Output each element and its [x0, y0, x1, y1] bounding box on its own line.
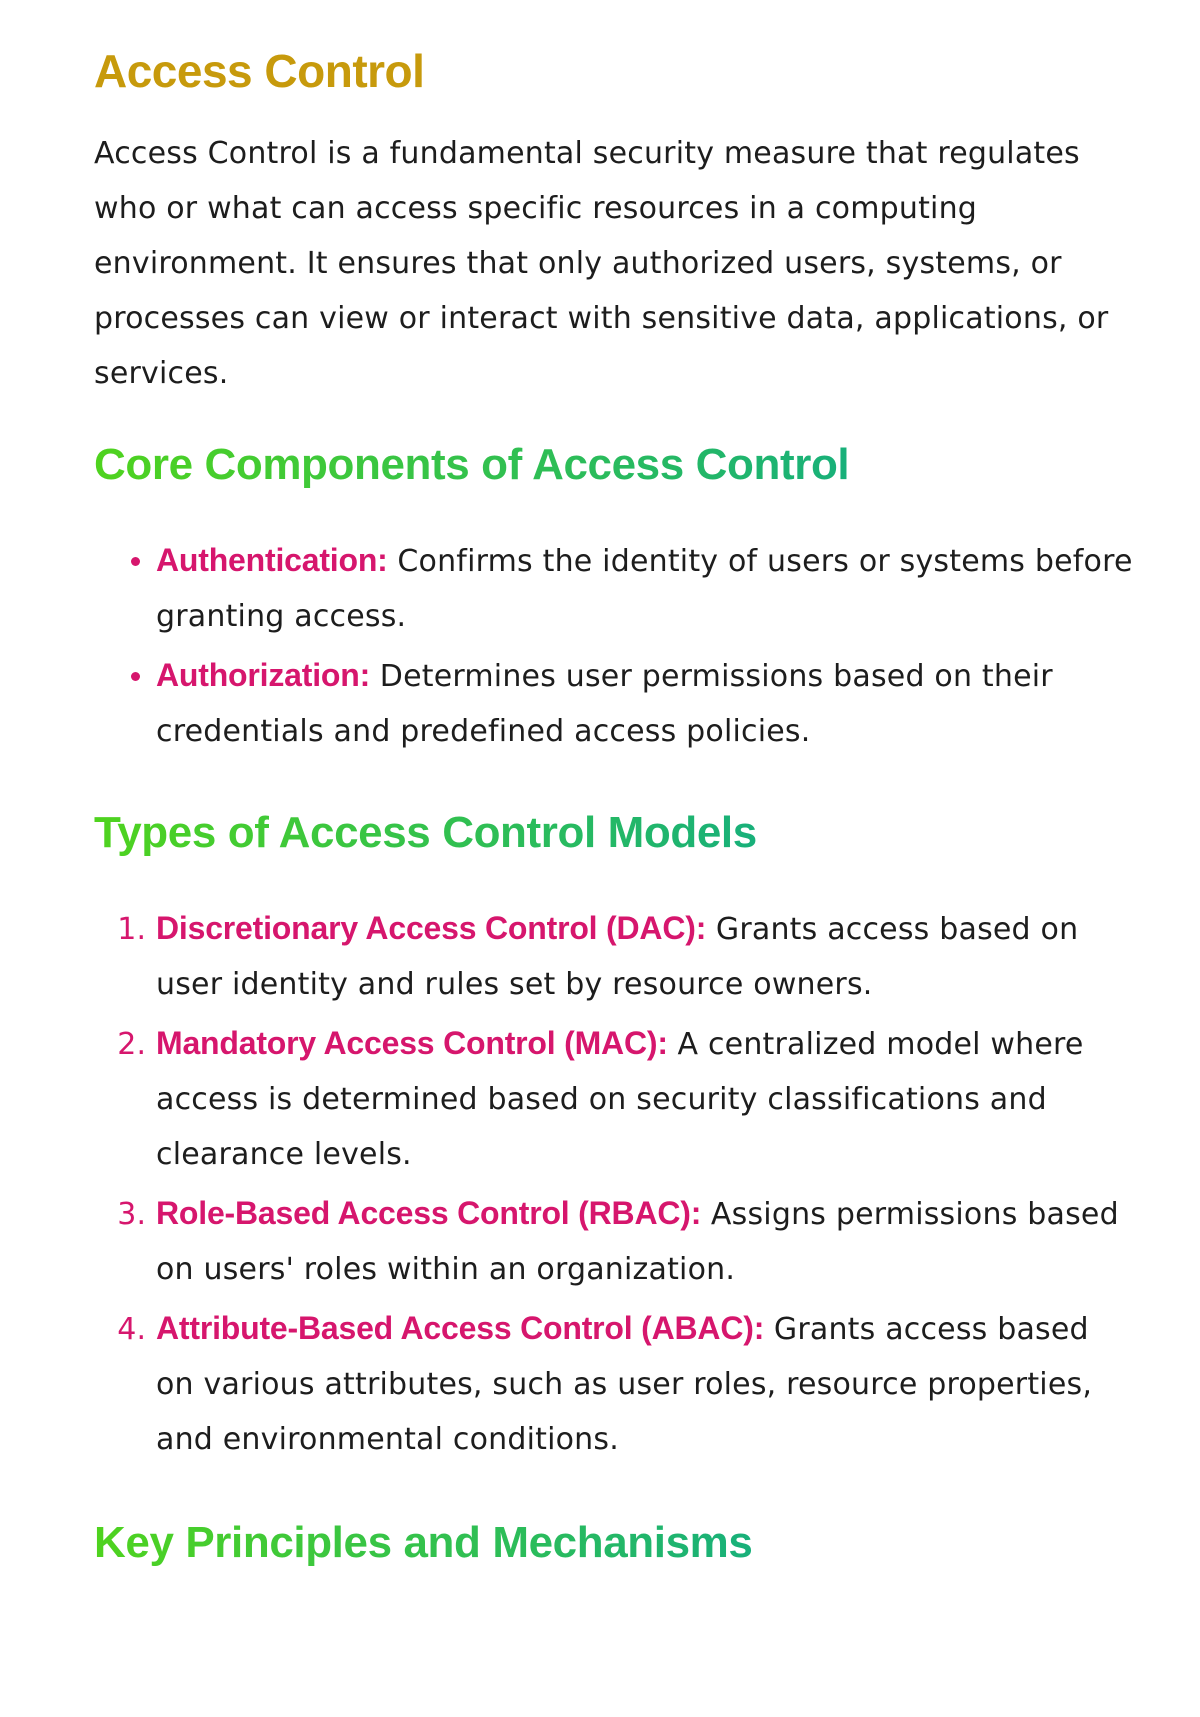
core-components-list	[94, 533, 1134, 759]
list-item-authentication	[156, 533, 1134, 644]
list-item-dac	[156, 901, 1134, 1012]
term-authentication: Authentication:	[156, 542, 388, 578]
key-principles-section	[94, 1471, 1134, 1573]
list-item-abac	[156, 1301, 1134, 1467]
term-abac: Attribute-Based Access Control (ABAC):	[156, 1310, 765, 1346]
list-item-mac	[156, 1016, 1134, 1182]
list-item-authorization	[156, 648, 1134, 759]
term-authorization: Authorization:	[156, 657, 371, 693]
core-components-section	[94, 401, 1134, 759]
intro-paragraph: Access Control is a fundamental security measure that regulates who or what can access specific resources in a computing environment. It ensures that only authorized users, systems, or processes can view or interact with sensitive data, applications, or services.	[94, 136, 1109, 391]
core-components-heading: Core Components of Access Control	[94, 435, 849, 495]
key-principles-heading: Key Principles and Mechanisms	[94, 1513, 752, 1573]
desc-dac: Grants access based on user identity and rules set by resource owners.	[156, 912, 1079, 1002]
desc-authorization: Determines user permissions based on their credentials and predefined access policies.	[156, 659, 1053, 749]
list-item-rbac	[156, 1186, 1134, 1297]
document-page	[94, 0, 1134, 1573]
desc-rbac: Assigns permissions based on users' roles within an organization.	[156, 1197, 1119, 1287]
term-rbac: Role-Based Access Control (RBAC):	[156, 1195, 702, 1231]
desc-authentication: Confirms the identity of users or systems before granting access.	[156, 544, 1133, 634]
access-models-section	[94, 763, 1134, 1467]
access-models-heading: Types of Access Control Models	[94, 803, 757, 863]
desc-mac: A centralized model where access is determined based on security classifications and clearance levels.	[156, 1027, 1084, 1172]
page-title: Access Control	[94, 45, 425, 97]
access-models-list	[94, 901, 1134, 1467]
term-dac: Discretionary Access Control (DAC):	[156, 910, 707, 946]
term-mac: Mandatory Access Control (MAC):	[156, 1025, 668, 1061]
desc-abac: Grants access based on various attributes, such as user roles, resource properties, and environmental conditions.	[156, 1312, 1093, 1457]
